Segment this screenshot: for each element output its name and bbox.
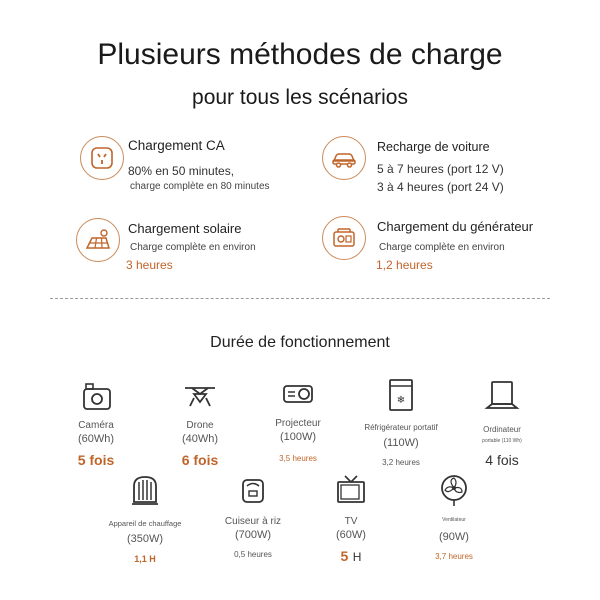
runtime-title: Durée de fonctionnement [210, 334, 390, 351]
app-tv-value-unit: H [352, 550, 362, 564]
generator-icon [322, 216, 366, 260]
app-tv-value [328, 548, 374, 566]
app-projector-value: 3,5 heures [279, 454, 317, 463]
app-laptop-name: Ordinateur [483, 425, 521, 434]
app-fan-watt: (90W) [439, 531, 469, 543]
app-fridge-name: Réfrigérateur portatif [364, 423, 438, 432]
svg-text:❄: ❄ [396, 395, 406, 406]
app-projector [266, 376, 330, 463]
app-fridge-watt: (110W) [383, 437, 419, 449]
app-tv-value-number: 5 [340, 548, 349, 564]
method-solar-line1: Charge complète en environ [130, 242, 256, 253]
method-ac-line2: charge complète en 80 minutes [130, 181, 270, 192]
method-generator-line2: 1,2 heures [376, 258, 433, 272]
fan-icon [424, 472, 484, 512]
app-fan-name: Ventilateur [442, 517, 466, 523]
app-tv [328, 472, 374, 566]
app-projector-watt: (100W) [279, 431, 317, 443]
ac-outlet-icon [80, 136, 124, 180]
page-title: Plusieurs méthodes de charge [97, 38, 503, 71]
method-generator-line1: Charge complète en environ [379, 242, 505, 253]
app-fan [424, 472, 484, 561]
app-drone [172, 378, 228, 468]
method-ac-line1: 80% en 50 minutes, [128, 164, 235, 178]
drone-icon [172, 378, 228, 418]
app-rice-cooker-value: 0,5 heures [234, 550, 272, 559]
method-ac [80, 136, 124, 180]
camera-icon [68, 378, 124, 418]
app-tv-name: TV [344, 516, 358, 527]
car-icon [322, 136, 366, 180]
app-laptop [470, 378, 534, 468]
heater-icon [100, 472, 190, 512]
app-fridge-value: 3,2 heures [382, 458, 420, 467]
app-drone-name: Drone [186, 420, 214, 431]
dashed-divider [50, 298, 550, 299]
app-fridge [346, 378, 456, 467]
method-solar-line2: 3 heures [126, 258, 173, 272]
app-rice-cooker-watt: (700W) [234, 529, 272, 541]
tv-icon [328, 472, 374, 512]
projector-icon [266, 376, 330, 416]
app-drone-value: 6 fois [181, 452, 219, 468]
fridge-icon [346, 378, 456, 418]
method-ac-title: Chargement CA [128, 138, 225, 153]
app-rice-cooker [222, 472, 284, 559]
app-fan-value: 3,7 heures [435, 552, 473, 561]
app-camera [68, 378, 124, 468]
page-subtitle: pour tous les scénarios [192, 86, 408, 109]
method-solar [76, 218, 120, 262]
rice-cooker-icon [222, 472, 284, 512]
app-tv-watt: (60W) [336, 529, 366, 541]
method-car-line1: 5 à 7 heures (port 12 V) [377, 162, 504, 176]
method-generator-title: Chargement du générateur [377, 219, 534, 234]
app-drone-watt: (40Wh) [181, 433, 219, 445]
method-car-title: Recharge de voiture [377, 140, 490, 154]
app-heater-name: Appareil de chauffage [108, 519, 182, 528]
app-laptop-watt: portable (110 Wh) [482, 438, 522, 444]
app-camera-watt: (60Wh) [77, 433, 115, 445]
method-car-line2: 3 à 4 heures (port 24 V) [377, 180, 504, 194]
laptop-icon [470, 378, 534, 418]
app-camera-name: Caméra [78, 420, 114, 431]
app-heater [100, 472, 190, 564]
app-laptop-value: 4 fois [485, 452, 519, 468]
method-car [322, 136, 366, 180]
app-rice-cooker-name: Cuiseur à riz [224, 516, 282, 527]
app-heater-value: 1,1 H [134, 554, 156, 564]
method-generator [322, 216, 366, 260]
solar-panel-icon [76, 218, 120, 262]
app-camera-value: 5 fois [77, 452, 115, 468]
app-projector-name: Projecteur [275, 418, 321, 429]
method-solar-title: Chargement solaire [128, 221, 242, 236]
app-heater-watt: (350W) [126, 533, 164, 545]
